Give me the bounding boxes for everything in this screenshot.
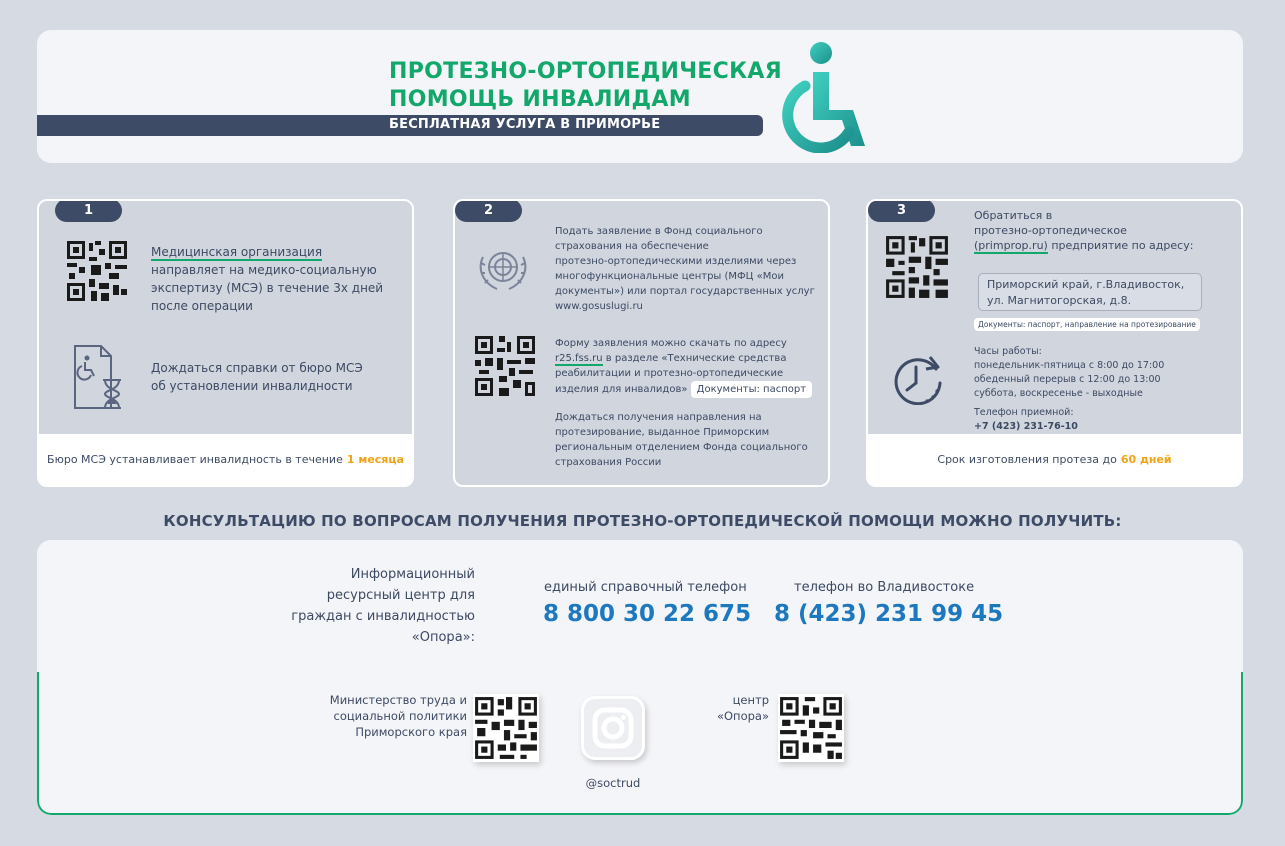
step-number-badge: 2 [455,199,522,222]
step-card-1 [37,199,414,487]
step-number-badge: 1 [55,199,122,222]
step2-wait-text: Дождаться получения направления на протезирование, выданное Приморским региональным отделением Фонда социального страхования России [555,412,808,468]
step2-apply-text: Подать заявление в Фонд социального страхования на обеспечение протезно-ортопедическими изделиями через многофункциональные центры (МФЦ «Мои документы») или портал государственных услуг www.gosuslugi.ru [555,226,815,312]
phone2-label: телефон во Владивостоке [794,580,975,595]
qr-code-icon[interactable] [778,694,844,762]
fss-emblem-icon [475,243,531,295]
docs-chip: Документы: паспорт, направление на протезирование [974,318,1200,331]
address-box: Приморский край, г.Владивосток, ул. Магнитогорская, д.8. [978,273,1202,311]
reception-phone: Телефон приемной: +7 (423) 231-76-10 [974,407,1078,432]
instagram-icon[interactable] [581,696,645,760]
step3-footer: Срок изготовления протеза до 60 дней [868,434,1241,485]
qr-code-icon[interactable] [473,334,537,398]
instagram-glyph [581,696,645,760]
qr-code-icon[interactable] [884,234,950,300]
step-card-2 [453,199,830,487]
step1-footer: Бюро МСЭ устанавливает инвалидность в течение 1 месяца [39,434,412,485]
consult-title: КОНСУЛЬТАЦИЮ ПО ВОПРОСАМ ПОЛУЧЕНИЯ ПРОТЕЗНО-ОРТОПЕДИЧЕСКОЙ ПОМОЩИ МОЖНО ПОЛУЧИТЬ: [163,512,1122,530]
phone1-label: единый справочный телефон [544,580,747,595]
days-highlight: 60 дней [1120,453,1172,466]
step-number-badge: 3 [868,199,935,222]
contact-panel [37,540,1243,815]
step3-intro: Обратиться в протезно-ортопедическое (primprop.ru) предприятие по адресу: [974,209,1194,252]
month-highlight: 1 месяца [346,453,404,466]
page-title: ПРОТЕЗНО-ОРТОПЕДИЧЕСКАЯ ПОМОЩЬ ИНВАЛИДАМ [389,59,782,112]
step-card-3 [866,199,1243,487]
fss-link[interactable]: r25.fss.ru [555,353,603,364]
ministry-qr[interactable] [473,694,539,762]
page-subtitle: БЕСПЛАТНАЯ УСЛУГА В ПРИМОРЬЕ [389,117,661,132]
docs-chip: Документы: паспорт [691,381,812,398]
step1-wait-text: Дождаться справки от бюро МСЭ об установлении инвалидности [151,361,363,393]
qr-code-icon[interactable] [473,694,539,762]
instagram-handle[interactable]: @soctrud [585,776,641,790]
document-hourglass-icon [69,344,133,410]
wheelchair-icon [777,38,877,153]
contact-top [37,540,1243,672]
opora-label: Информационный ресурсный центр для граждан с инвалидностью «Опора»: [291,567,475,645]
phone1-number[interactable]: 8 800 30 22 675 [543,601,752,627]
step2-download-text: Форму заявления можно скачать по адресу r25.fss.ru в разделе «Технические средства реабилитации и протезно-ортопедические изделия для инвалидов» Документы: паспорт [555,336,812,398]
phone2-number[interactable]: 8 (423) 231 99 45 [774,601,1004,627]
ministry-label: Министерство труда и социальной политики Приморского края [329,693,467,739]
qr-code-icon[interactable] [65,239,129,303]
org-link: Медицинская организация [151,245,323,259]
header-banner [37,30,1243,163]
contact-bottom [37,672,1243,815]
primprop-link[interactable]: (primprop.ru) [974,239,1048,252]
working-hours: Часы работы: понедельник-пятница с 8:00 до 17:00 обеденный перерыв с 12:00 до 13:00 суббота, воскресенье - выходные [974,346,1165,399]
step1-text: Медицинская организация направляет на медико-социальную экспертизу (МСЭ) в течение 3х дней после операции [151,245,384,313]
clock-icon [890,349,946,405]
opora-qr[interactable] [778,694,844,762]
opora-center-label: центр «Опора» [716,693,769,723]
